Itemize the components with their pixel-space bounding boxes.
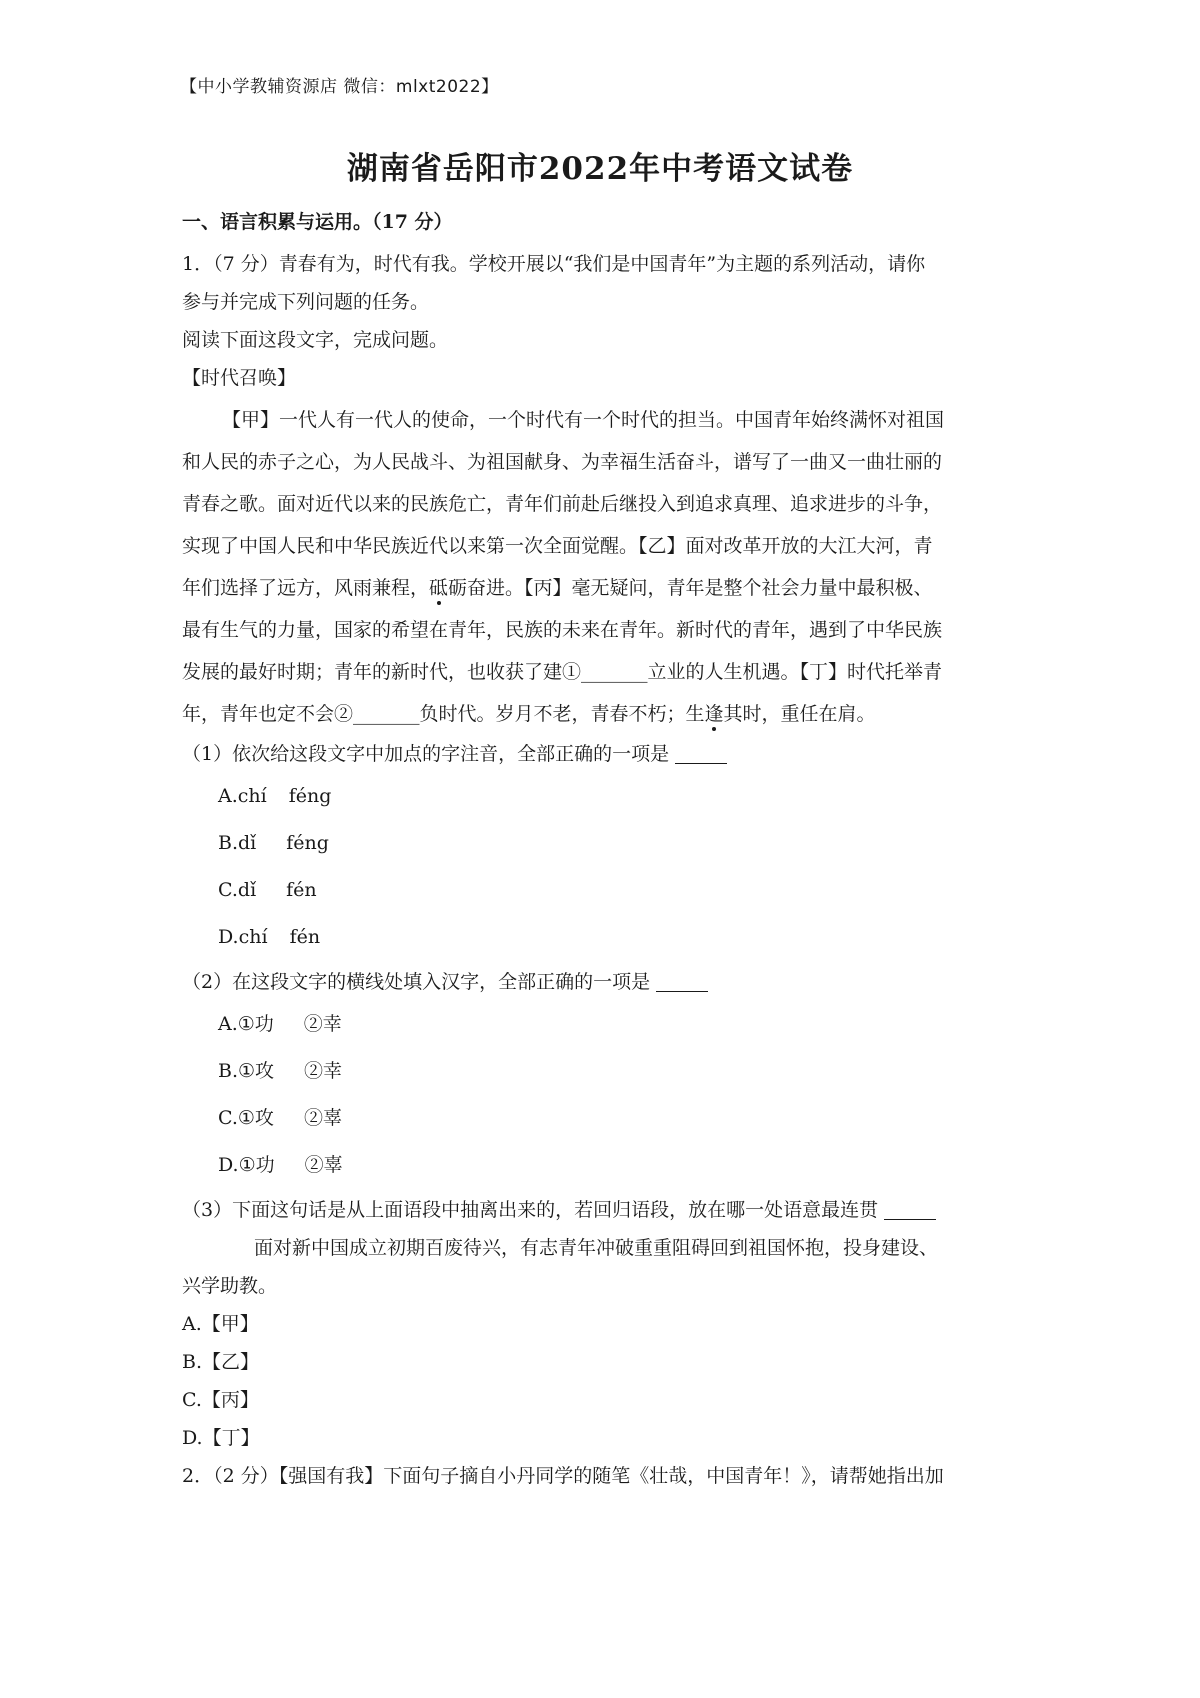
option-value: ②辜 xyxy=(303,1107,342,1129)
extracted-sentence: 兴学助教。 xyxy=(182,1275,278,1297)
option-b[interactable]: B.【乙】 xyxy=(182,1351,260,1373)
dotted-character: 逢 xyxy=(704,703,724,725)
option-b[interactable] xyxy=(182,1048,1022,1095)
sub3-prompt xyxy=(182,1191,1022,1229)
passage-line: 实现了中国人民和中华民族近代以来第一次全面觉醒。【乙】面对改革开放的大江大河，青 xyxy=(182,535,933,557)
option-value: fén xyxy=(289,926,321,948)
option-value: ②辜 xyxy=(304,1154,343,1176)
passage-text: 年们选择了远方，风雨兼程， xyxy=(182,577,430,599)
answer-blank[interactable] xyxy=(656,969,708,992)
q2-stem-line1: 2．（2 分）【强国有我】下面句子摘自小丹同学的随笔《壮哉，中国青年！》，请帮她指出加 xyxy=(182,1465,944,1487)
q1-stem-line2: 参与并完成下列问题的任务。 xyxy=(182,291,430,313)
answer-blank[interactable] xyxy=(884,1197,936,1220)
page-title: 湖南省岳阳市2022年中考语文试卷 xyxy=(346,151,854,187)
option-label: C.dǐ xyxy=(218,879,257,901)
option-a[interactable] xyxy=(182,1001,1022,1048)
q1-stem-line1: 1．（7 分）青春有为，时代有我。学校开展以“我们是中国青年”为主题的系列活动，请你 xyxy=(182,253,926,275)
option-value: féng xyxy=(286,832,329,854)
option-d[interactable]: D.【丁】 xyxy=(182,1427,260,1449)
section-heading: 一、语言积累与运用。（17 分） xyxy=(182,211,453,233)
option-d[interactable] xyxy=(182,914,1022,961)
answer-blank[interactable] xyxy=(675,741,727,764)
extracted-sentence: 面对新中国成立初期百废待兴，有志青年冲破重重阻碍回到祖国怀抱，投身建设、 xyxy=(254,1237,939,1259)
question-prompt: （1）依次给这段文字中加点的字注音，全部正确的一项是 xyxy=(182,743,670,765)
option-label: B.dǐ xyxy=(218,832,257,854)
option-label: D.chí xyxy=(218,926,268,948)
passage-line: 【甲】一代人有一代人的使命，一个时代有一个时代的担当。中国青年始终满怀对祖国 xyxy=(222,409,945,431)
option-label: D.①功 xyxy=(218,1154,275,1176)
option-d[interactable] xyxy=(182,1142,1022,1189)
sub2-prompt xyxy=(182,963,1022,1001)
passage-line: 青春之歌。面对近代以来的民族危亡，青年们前赴后继投入到追求真理、追求进步的斗争， xyxy=(182,493,943,515)
option-value: fén xyxy=(286,879,317,901)
option-b[interactable] xyxy=(182,820,1022,867)
q1-instruction: 阅读下面这段文字，完成问题。 xyxy=(182,329,449,351)
watermark-banner: 【中小学教辅资源店 微信：mlxt2022】 xyxy=(180,77,499,97)
reading-passage xyxy=(182,399,1022,735)
option-c[interactable]: C.【丙】 xyxy=(182,1389,259,1411)
dotted-character: 砥 xyxy=(429,577,449,599)
question-prompt: （3）下面这句话是从上面语段中抽离出来的，若回归语段，放在哪一处语意最连贯 xyxy=(182,1199,879,1221)
passage-line: 最有生气的力量，国家的希望在青年，民族的未来在青年。新时代的青年，遇到了中华民族 xyxy=(182,619,943,641)
passage-text: 年，青年也定不会②_______负时代。岁月不老，青春不朽；生 xyxy=(182,703,705,725)
option-a[interactable]: A.【甲】 xyxy=(182,1313,259,1335)
option-label: A.chí xyxy=(218,785,267,807)
option-c[interactable] xyxy=(182,1095,1022,1142)
option-label: C.①攻 xyxy=(218,1107,274,1129)
q1-subtitle: 【时代召唤】 xyxy=(182,367,297,389)
passage-line: 发展的最好时期；青年的新时代，也收获了建①_______立业的人生机遇。【丁】时代托举青 xyxy=(182,661,943,683)
passage-line xyxy=(182,693,1022,735)
option-label: A.①功 xyxy=(218,1013,274,1035)
passage-line: 和人民的赤子之心，为人民战斗、为祖国献身、为幸福生活奋斗，谱写了一曲又一曲壮丽的 xyxy=(182,451,943,473)
option-value: ②幸 xyxy=(304,1060,343,1082)
option-c[interactable] xyxy=(182,867,1022,914)
passage-line xyxy=(182,567,1022,609)
sub1-prompt xyxy=(182,735,1022,773)
option-a[interactable] xyxy=(182,773,1022,820)
option-label: B.①攻 xyxy=(218,1060,275,1082)
option-value: ②幸 xyxy=(303,1013,342,1035)
option-value: féng xyxy=(288,785,332,807)
exam-content xyxy=(182,203,1022,1495)
passage-text: 其时，重任在肩。 xyxy=(723,703,876,725)
passage-text: 砺奋进。【丙】毫无疑问，青年是整个社会力量中最积极、 xyxy=(448,577,933,599)
question-prompt: （2）在这段文字的横线处填入汉字，全部正确的一项是 xyxy=(182,971,651,993)
